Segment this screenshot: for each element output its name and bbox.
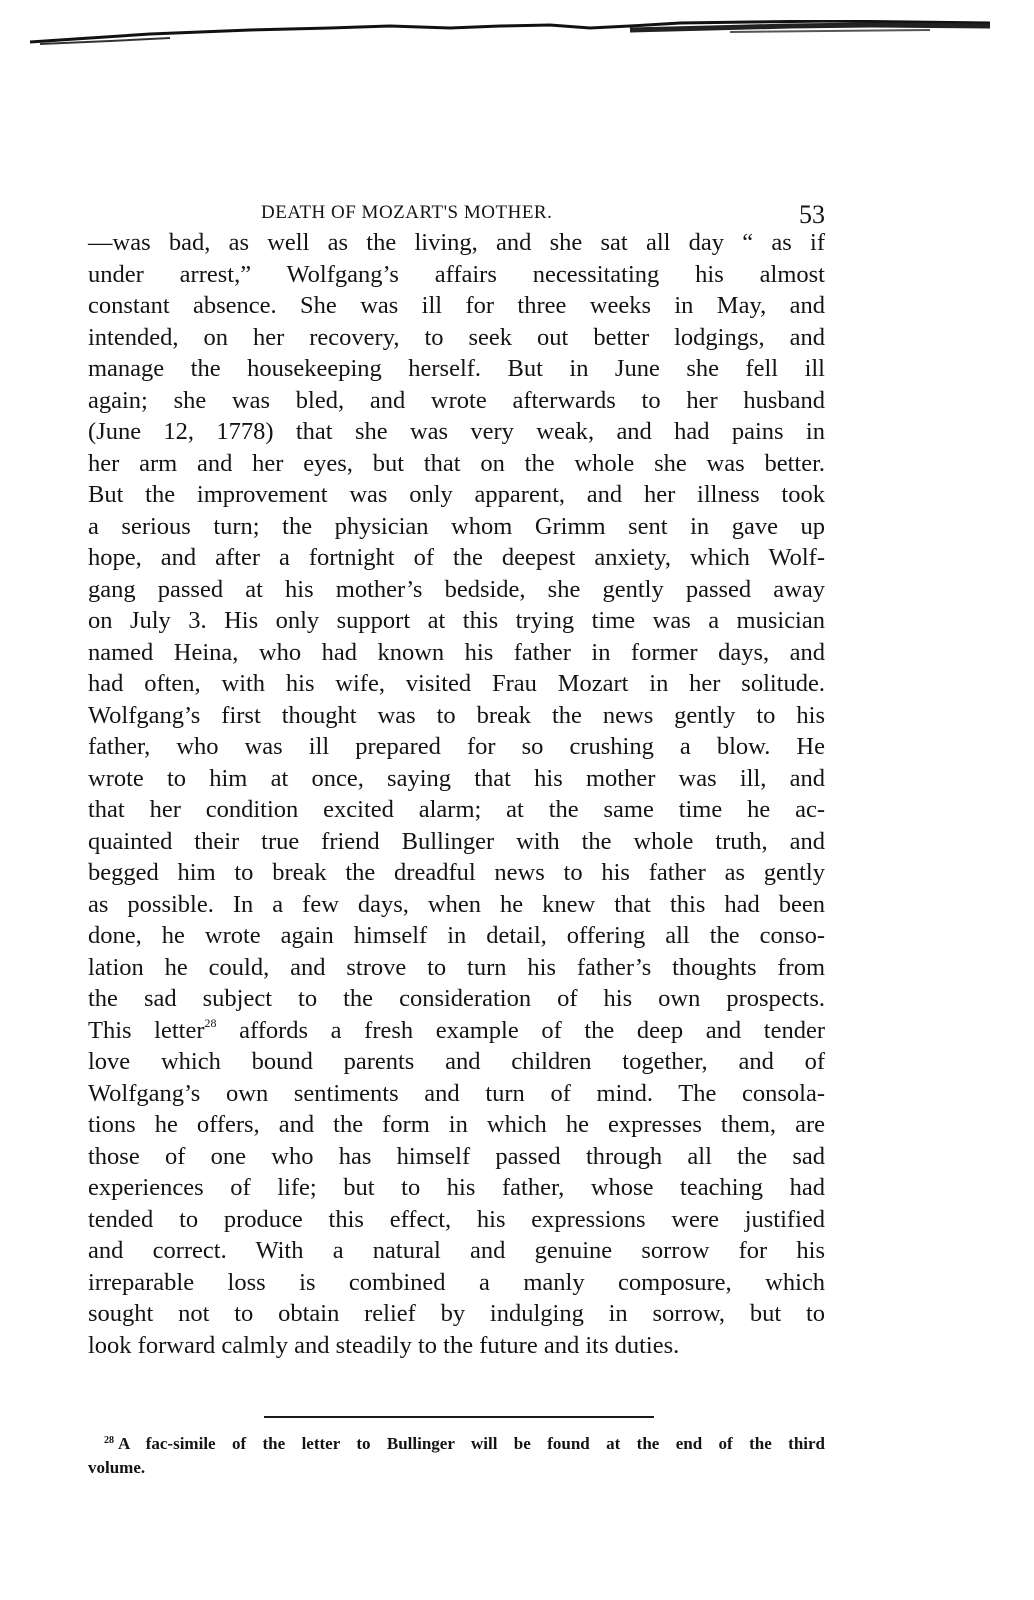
text-line: intended, on her recovery, to seek out better lodgings, and xyxy=(88,323,825,351)
text-line: sought not to obtain relief by indulging in sorrow, but to xyxy=(88,1300,825,1327)
text-line: lation he could, and strove to turn his father’s thoughts from xyxy=(88,953,825,981)
footnote-line xyxy=(88,1432,825,1456)
text-line: the sad subject to the consideration of his own prospects. xyxy=(88,985,825,1012)
text-line: constant absence. She was ill for three weeks in May, and xyxy=(88,292,825,319)
text-line: her arm and her eyes, but that on the whole she was better. xyxy=(88,449,825,477)
text-line: gang passed at his mother’s bedside, she gently passed away xyxy=(88,575,825,603)
text-line: tions he offers, and the form in which he expresses them, are xyxy=(88,1111,825,1138)
text-line: (June 12, 1778) that she was very weak, and had pains in xyxy=(88,418,825,445)
text-line: love which bound parents and children together, and of xyxy=(88,1048,825,1075)
footnote-reference[interactable]: 28 xyxy=(204,1015,217,1030)
text-line: wrote to him at once, saying that his mother was ill, and xyxy=(88,764,825,792)
footnote-divider xyxy=(264,1416,654,1418)
text-line: Wolfgang’s own sentiments and turn of mind. The consola- xyxy=(88,1079,825,1107)
text-line: tended to produce this effect, his expressions were justified xyxy=(88,1205,825,1233)
text-line: irreparable loss is combined a manly composure, which xyxy=(88,1268,825,1296)
text-line: under arrest,” Wolfgang’s affairs necessitating his almost xyxy=(88,260,825,288)
text-line: hope, and after a fortnight of the deepest anxiety, which Wolf- xyxy=(88,544,825,571)
letter-line-start: This letter xyxy=(88,1016,205,1044)
text-line: father, who was ill prepared for so crushing a blow. He xyxy=(88,733,825,760)
text-line: and correct. With a natural and genuine sorrow for his xyxy=(88,1237,825,1264)
text-line: a serious turn; the physician whom Grimm sent in gave up xyxy=(88,512,825,540)
text-line: as possible. In a few days, when he knew that this had been xyxy=(88,890,825,918)
text-line: begged him to break the dreadful news to his father as gently xyxy=(88,859,825,886)
text-line: manage the housekeeping herself. But in June she fell ill xyxy=(88,355,825,382)
running-title: DEATH OF MOZART'S MOTHER. xyxy=(261,202,553,223)
text-line: on July 3. His only support at this trying time was a musician xyxy=(88,607,825,634)
letter-line-end: affords a fresh example of the deep and tender xyxy=(216,1016,825,1044)
text-line: done, he wrote again himself in detail, offering all the conso- xyxy=(88,922,825,949)
text-line: experiences of life; but to his father, whose teaching had xyxy=(88,1174,825,1201)
footnote xyxy=(88,1432,825,1480)
text-line-with-footnote-ref xyxy=(88,1015,825,1047)
text-line: had often, with his wife, visited Frau Mozart in her solitude. xyxy=(88,670,825,697)
text-line: look forward calmly and steadily to the future and its duties. xyxy=(88,1331,680,1359)
scan-edge-artifact xyxy=(30,20,990,50)
body-text xyxy=(88,227,825,1361)
text-line: —was bad, as well as the living, and she sat all day “ as if xyxy=(88,229,825,256)
text-line: those of one who has himself passed through all the sad xyxy=(88,1142,825,1170)
text-line: quainted their true friend Bullinger with the whole truth, and xyxy=(88,827,825,855)
text-line: Wolfgang’s first thought was to break the news gently to his xyxy=(88,701,825,729)
text-line: But the improvement was only apparent, and her illness took xyxy=(88,481,825,508)
text-line: again; she was bled, and wrote afterwards to her husband xyxy=(88,386,825,414)
text-line: that her condition excited alarm; at the same time he ac- xyxy=(88,796,825,823)
footnote-line: volume. xyxy=(88,1458,146,1477)
text-line: named Heina, who had known his father in former days, and xyxy=(88,638,825,666)
footnote-marker: 28 xyxy=(104,1435,114,1446)
footnote-text: A fac-simile of the letter to Bullinger will be found at the end of the third xyxy=(118,1434,825,1453)
page-number: 53 xyxy=(799,200,825,229)
